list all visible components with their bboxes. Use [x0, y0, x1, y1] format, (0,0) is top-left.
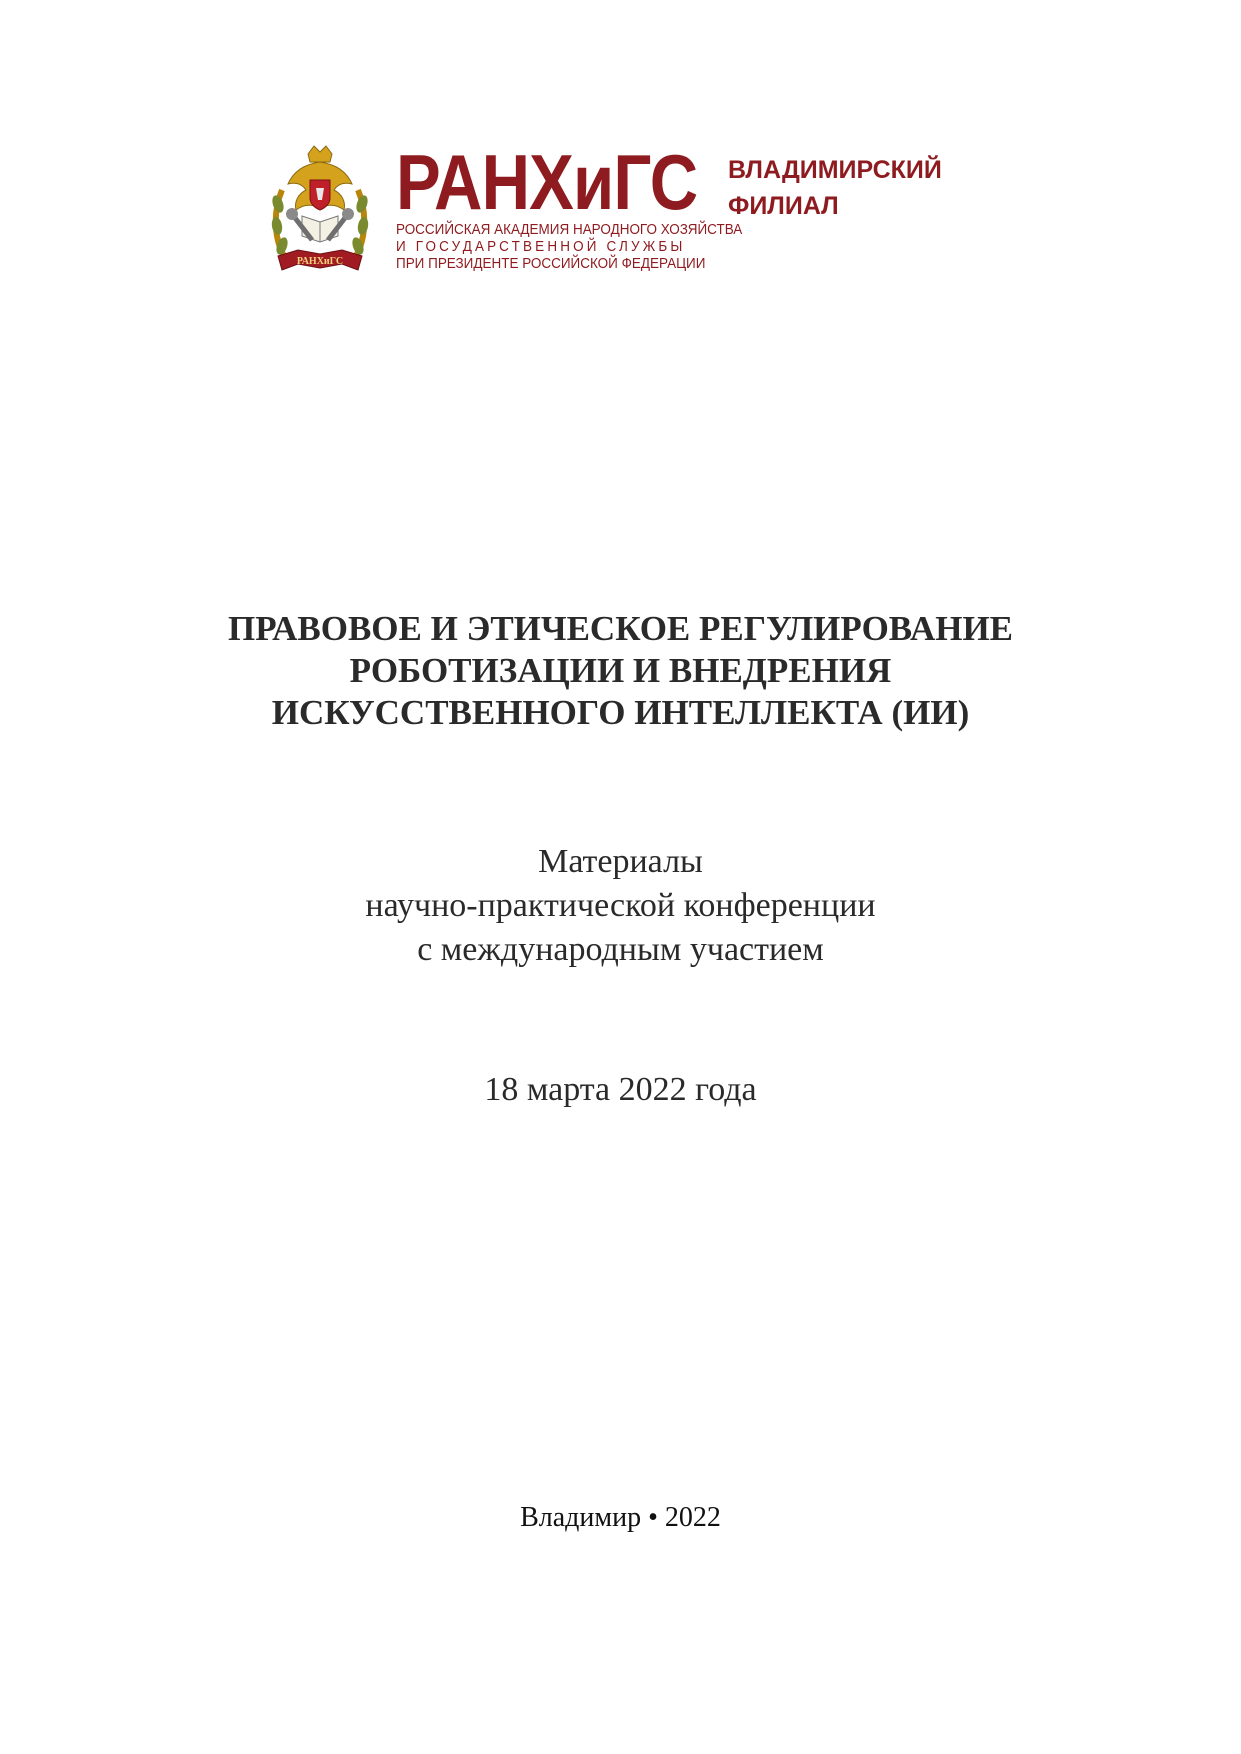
title-line-1: ПРАВОВОЕ И ЭТИЧЕСКОЕ РЕГУЛИРОВАНИЕ [227, 609, 1014, 648]
conference-date: 18 марта 2022 года [484, 1071, 757, 1108]
branch-line-1: ВЛАДИМИРСКИЙ [728, 156, 942, 184]
place-and-year: Владимир • 2022 [520, 1502, 721, 1533]
document-title [0, 608, 1241, 734]
title-line-3: ИСКУССТВЕННОГО ИНТЕЛЛЕКТА (ИИ) [271, 693, 970, 732]
branch-line-2: ФИЛИАЛ [728, 192, 839, 220]
logo-subline-2: И ГОСУДАРСТВЕННОЙ СЛУЖБЫ [396, 239, 686, 255]
ranepa-logo [268, 138, 968, 292]
logo-wordmark: РАНХиГС [396, 138, 698, 226]
emblem-ribbon-text: РАНХиГС [296, 256, 344, 267]
logo-subline-3: ПРИ ПРЕЗИДЕНТЕ РОССИЙСКОЙ ФЕДЕРАЦИИ [396, 256, 706, 272]
logo-text [396, 138, 743, 273]
coat-of-arms-emblem-icon [268, 144, 372, 280]
subtitle-line-1: Материалы [538, 843, 703, 880]
subtitle-line-3: с международным участием [417, 931, 824, 968]
title-line-2: РОБОТИЗАЦИИ И ВНЕДРЕНИЯ [349, 651, 892, 690]
document-subtitle [0, 840, 1241, 972]
branch-name [728, 152, 942, 224]
logo-subline-1: РОССИЙСКАЯ АКАДЕМИЯ НАРОДНОГО ХОЗЯЙСТВА [396, 222, 743, 238]
subtitle-line-2: научно-практической конференции [365, 887, 876, 924]
